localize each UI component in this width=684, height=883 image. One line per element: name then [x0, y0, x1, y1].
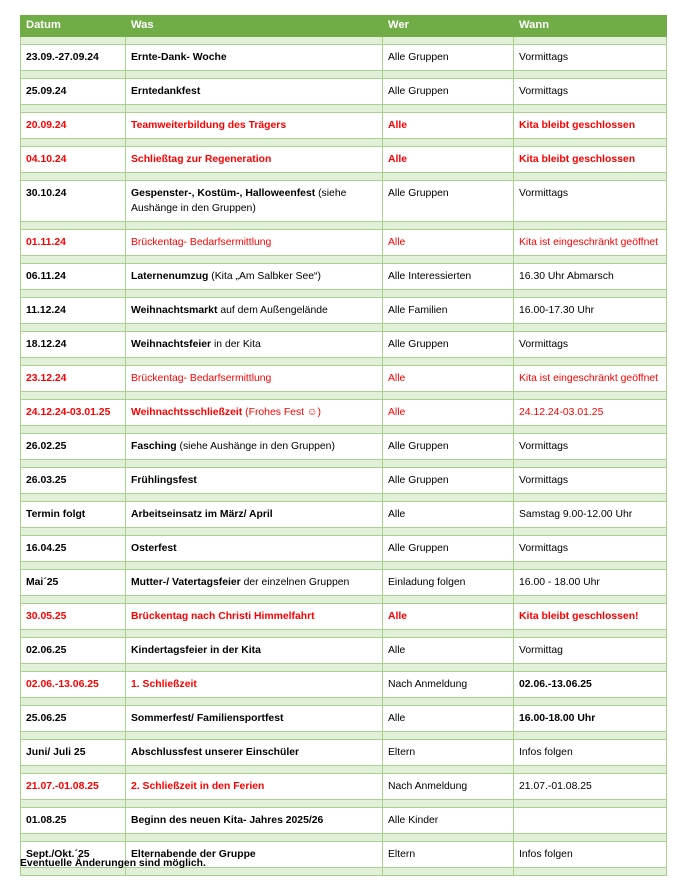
spacer-cell — [514, 324, 667, 332]
table-row — [21, 706, 667, 732]
event-title-bold: Sommerfest/ Familiensportfest — [131, 713, 284, 724]
spacer-cell — [126, 256, 383, 264]
event-participants: Alle — [383, 706, 514, 732]
spacer-cell — [126, 139, 383, 147]
event-title — [126, 638, 383, 664]
event-participants: Alle — [383, 604, 514, 630]
header-date: Datum — [21, 16, 126, 37]
spacer-cell — [383, 528, 514, 536]
table-row — [21, 45, 667, 71]
spacer-cell — [126, 426, 383, 434]
table-row — [21, 502, 667, 528]
spacer-cell — [514, 460, 667, 468]
spacer-cell — [21, 105, 126, 113]
event-title-bold: Arbeitseinsatz im März/ April — [131, 509, 273, 520]
event-participants: Eltern — [383, 740, 514, 766]
spacer-cell — [126, 37, 383, 45]
spacer-cell — [514, 173, 667, 181]
header-what: Was — [126, 16, 383, 37]
spacer-cell — [514, 800, 667, 808]
event-time: Vormittags — [514, 536, 667, 562]
spacer-row — [21, 732, 667, 740]
event-title — [126, 45, 383, 71]
event-title-detail: in der Kita — [211, 339, 261, 350]
spacer-cell — [383, 37, 514, 45]
spacer-cell — [126, 71, 383, 79]
spacer-cell — [514, 494, 667, 502]
event-date: 04.10.24 — [21, 147, 126, 173]
table-row — [21, 181, 667, 222]
events-table — [20, 15, 667, 876]
spacer-cell — [514, 358, 667, 366]
event-time: 16.30 Uhr Abmarsch — [514, 264, 667, 290]
event-title-bold: Laternenumzug — [131, 271, 209, 282]
spacer-row — [21, 256, 667, 264]
event-participants: Alle Gruppen — [383, 468, 514, 494]
event-participants: Alle — [383, 366, 514, 392]
spacer-cell — [21, 256, 126, 264]
spacer-cell — [126, 698, 383, 706]
spacer-cell — [383, 105, 514, 113]
spacer-cell — [126, 630, 383, 638]
event-time: Vormittags — [514, 434, 667, 460]
event-title — [126, 468, 383, 494]
event-date: Sept./Okt.´25 — [21, 842, 126, 868]
event-time — [514, 808, 667, 834]
spacer-row — [21, 562, 667, 570]
spacer-cell — [21, 358, 126, 366]
spacer-cell — [21, 698, 126, 706]
event-time: Samstag 9.00-12.00 Uhr — [514, 502, 667, 528]
spacer-cell — [126, 222, 383, 230]
spacer-cell — [514, 222, 667, 230]
event-title-bold: Kindertagsfeier in der Kita — [131, 645, 261, 656]
spacer-cell — [383, 664, 514, 672]
spacer-cell — [126, 732, 383, 740]
event-participants: Eltern — [383, 842, 514, 868]
event-date: Juni/ Juli 25 — [21, 740, 126, 766]
spacer-cell — [383, 562, 514, 570]
table-row — [21, 536, 667, 562]
spacer-cell — [383, 732, 514, 740]
spacer-row — [21, 37, 667, 45]
spacer-cell — [126, 290, 383, 298]
event-participants: Alle Gruppen — [383, 79, 514, 105]
event-title — [126, 808, 383, 834]
event-participants: Alle — [383, 230, 514, 256]
spacer-row — [21, 71, 667, 79]
spacer-cell — [126, 766, 383, 774]
header-when: Wann — [514, 16, 667, 37]
spacer-row — [21, 494, 667, 502]
event-participants: Alle Kinder — [383, 808, 514, 834]
event-participants: Alle Gruppen — [383, 181, 514, 222]
spacer-cell — [126, 494, 383, 502]
spacer-row — [21, 698, 667, 706]
event-title-detail: Brückentag- Bedarfsermittlung — [131, 373, 272, 384]
table-row — [21, 230, 667, 256]
spacer-cell — [126, 528, 383, 536]
spacer-cell — [383, 834, 514, 842]
spacer-cell — [21, 800, 126, 808]
event-title-bold: Brückentag nach Christi Himmelfahrt — [131, 611, 315, 622]
event-date: Termin folgt — [21, 502, 126, 528]
spacer-cell — [383, 139, 514, 147]
event-time: Vormittags — [514, 79, 667, 105]
table-row — [21, 79, 667, 105]
event-title-detail: (siehe Aushänge in den Gruppen) — [131, 188, 347, 214]
spacer-cell — [383, 630, 514, 638]
spacer-cell — [21, 732, 126, 740]
spacer-cell — [21, 139, 126, 147]
event-date: 30.10.24 — [21, 181, 126, 222]
spacer-row — [21, 664, 667, 672]
spacer-cell — [126, 105, 383, 113]
event-title-bold: Weihnachtsfeier — [131, 339, 212, 350]
event-title — [126, 147, 383, 173]
event-time: Vormittags — [514, 468, 667, 494]
spacer-cell — [126, 834, 383, 842]
spacer-row — [21, 800, 667, 808]
event-title-bold: Weihnachtsmarkt — [131, 305, 218, 316]
spacer-cell — [514, 766, 667, 774]
spacer-cell — [126, 358, 383, 366]
event-time: 16.00-18.00 Uhr — [514, 706, 667, 732]
event-time: 24.12.24-03.01.25 — [514, 400, 667, 426]
event-date: 18.12.24 — [21, 332, 126, 358]
event-calendar — [20, 15, 666, 876]
event-title — [126, 604, 383, 630]
spacer-cell — [383, 868, 514, 876]
event-title-bold: 2. Schließzeit in den Ferien — [131, 781, 265, 792]
event-participants: Alle Gruppen — [383, 332, 514, 358]
event-date: 06.11.24 — [21, 264, 126, 290]
event-time: 21.07.-01.08.25 — [514, 774, 667, 800]
event-participants: Alle Gruppen — [383, 536, 514, 562]
event-time: Kita ist eingeschränkt geöffnet — [514, 366, 667, 392]
spacer-cell — [126, 324, 383, 332]
spacer-cell — [514, 528, 667, 536]
table-row — [21, 672, 667, 698]
spacer-cell — [383, 290, 514, 298]
event-title-bold: Frühlingsfest — [131, 475, 197, 486]
event-date: 25.06.25 — [21, 706, 126, 732]
spacer-cell — [514, 596, 667, 604]
event-time: Vormittag — [514, 638, 667, 664]
spacer-cell — [383, 222, 514, 230]
spacer-cell — [383, 324, 514, 332]
event-title — [126, 502, 383, 528]
event-title — [126, 332, 383, 358]
spacer-row — [21, 290, 667, 298]
event-time: Infos folgen — [514, 740, 667, 766]
spacer-cell — [21, 426, 126, 434]
event-participants: Alle Gruppen — [383, 434, 514, 460]
event-title-bold: Teamweiterbildung des Trägers — [131, 120, 287, 131]
spacer-cell — [383, 256, 514, 264]
event-title-detail: Brückentag- Bedarfsermittlung — [131, 237, 272, 248]
event-title — [126, 672, 383, 698]
spacer-cell — [383, 173, 514, 181]
table-row — [21, 434, 667, 460]
spacer-cell — [514, 562, 667, 570]
header-who: Wer — [383, 16, 514, 37]
event-title-detail: (Kita „Am Salbker See“) — [208, 271, 321, 282]
event-title — [126, 298, 383, 324]
event-title — [126, 113, 383, 139]
spacer-cell — [383, 460, 514, 468]
event-title-bold: Gespenster-, Kostüm-, Halloweenfest — [131, 188, 316, 199]
table-header — [21, 16, 667, 37]
spacer-cell — [126, 596, 383, 604]
event-date: 30.05.25 — [21, 604, 126, 630]
event-title-bold: Elternabende der Gruppe — [131, 849, 256, 860]
spacer-cell — [514, 105, 667, 113]
event-title — [126, 400, 383, 426]
event-title-detail: (siehe Aushänge in den Gruppen) — [176, 441, 335, 452]
event-title-bold: 1. Schließzeit — [131, 679, 197, 690]
event-title — [126, 774, 383, 800]
spacer-cell — [383, 392, 514, 400]
event-time: Kita ist eingeschränkt geöffnet — [514, 230, 667, 256]
event-time: Vormittags — [514, 45, 667, 71]
event-title-bold: Erntedankfest — [131, 86, 201, 97]
event-title-bold: Fasching — [131, 441, 177, 452]
event-participants: Nach Anmeldung — [383, 774, 514, 800]
spacer-cell — [514, 37, 667, 45]
event-title — [126, 570, 383, 596]
spacer-cell — [126, 460, 383, 468]
table-row — [21, 604, 667, 630]
table-row — [21, 638, 667, 664]
spacer-cell — [383, 766, 514, 774]
spacer-cell — [126, 800, 383, 808]
event-title-detail: (Frohes Fest ☺) — [242, 407, 321, 418]
spacer-cell — [126, 392, 383, 400]
spacer-cell — [514, 139, 667, 147]
event-title — [126, 434, 383, 460]
event-date: 16.04.25 — [21, 536, 126, 562]
event-date: 24.12.24-03.01.25 — [21, 400, 126, 426]
spacer-row — [21, 222, 667, 230]
table-row — [21, 332, 667, 358]
table-row — [21, 298, 667, 324]
event-participants: Alle — [383, 147, 514, 173]
spacer-row — [21, 173, 667, 181]
event-date: Mai´25 — [21, 570, 126, 596]
spacer-cell — [21, 596, 126, 604]
event-date: 23.12.24 — [21, 366, 126, 392]
spacer-row — [21, 426, 667, 434]
spacer-cell — [21, 222, 126, 230]
event-participants: Nach Anmeldung — [383, 672, 514, 698]
spacer-cell — [514, 290, 667, 298]
event-time: Kita bleibt geschlossen! — [514, 604, 667, 630]
spacer-cell — [383, 596, 514, 604]
event-time: Kita bleibt geschlossen — [514, 147, 667, 173]
event-title-bold: Beginn des neuen Kita- Jahres 2025/26 — [131, 815, 324, 826]
spacer-cell — [514, 732, 667, 740]
spacer-cell — [514, 392, 667, 400]
spacer-row — [21, 392, 667, 400]
event-title — [126, 264, 383, 290]
table-row — [21, 113, 667, 139]
spacer-cell — [514, 698, 667, 706]
event-date: 02.06.-13.06.25 — [21, 672, 126, 698]
spacer-cell — [21, 834, 126, 842]
table-row — [21, 366, 667, 392]
footnote: Eventuelle Änderungen sind möglich. — [20, 858, 206, 869]
event-title-bold: Abschlussfest unserer Einschüler — [131, 747, 300, 758]
event-title-bold: Schließtag zur Regeneration — [131, 154, 272, 165]
event-participants: Alle — [383, 400, 514, 426]
event-participants: Alle — [383, 113, 514, 139]
event-participants: Alle Interessierten — [383, 264, 514, 290]
event-title-detail: der einzelnen Gruppen — [240, 577, 350, 588]
table-row — [21, 570, 667, 596]
spacer-cell — [21, 766, 126, 774]
spacer-cell — [21, 664, 126, 672]
spacer-row — [21, 139, 667, 147]
event-participants: Alle — [383, 502, 514, 528]
event-title — [126, 181, 383, 222]
event-title — [126, 740, 383, 766]
event-title-bold: Mutter-/ Vatertagsfeier — [131, 577, 241, 588]
event-title-bold: Weihnachtsschließzeit — [131, 407, 243, 418]
spacer-cell — [126, 173, 383, 181]
event-title — [126, 706, 383, 732]
table-row — [21, 774, 667, 800]
event-date: 25.09.24 — [21, 79, 126, 105]
event-title-bold: Ernte-Dank- Woche — [131, 52, 227, 63]
spacer-cell — [383, 426, 514, 434]
table-row — [21, 264, 667, 290]
spacer-row — [21, 766, 667, 774]
spacer-cell — [21, 290, 126, 298]
spacer-cell — [514, 426, 667, 434]
spacer-cell — [21, 324, 126, 332]
spacer-cell — [21, 173, 126, 181]
spacer-cell — [514, 630, 667, 638]
spacer-cell — [383, 494, 514, 502]
event-time: 16.00-17.30 Uhr — [514, 298, 667, 324]
event-title — [126, 536, 383, 562]
event-date: 20.09.24 — [21, 113, 126, 139]
spacer-row — [21, 324, 667, 332]
spacer-row — [21, 596, 667, 604]
spacer-cell — [514, 868, 667, 876]
event-date: 02.06.25 — [21, 638, 126, 664]
event-date: 01.08.25 — [21, 808, 126, 834]
event-participants: Alle — [383, 638, 514, 664]
spacer-cell — [383, 698, 514, 706]
table-row — [21, 147, 667, 173]
spacer-cell — [21, 494, 126, 502]
event-date: 23.09.-27.09.24 — [21, 45, 126, 71]
event-participants: Alle Gruppen — [383, 45, 514, 71]
event-title — [126, 366, 383, 392]
spacer-cell — [126, 562, 383, 570]
table-row — [21, 468, 667, 494]
spacer-cell — [21, 71, 126, 79]
spacer-cell — [21, 528, 126, 536]
spacer-cell — [514, 256, 667, 264]
event-participants: Alle Familien — [383, 298, 514, 324]
spacer-row — [21, 105, 667, 113]
spacer-cell — [21, 392, 126, 400]
spacer-row — [21, 528, 667, 536]
event-date: 26.02.25 — [21, 434, 126, 460]
event-time: Vormittags — [514, 332, 667, 358]
table-row — [21, 400, 667, 426]
spacer-cell — [383, 800, 514, 808]
spacer-cell — [383, 358, 514, 366]
spacer-cell — [383, 71, 514, 79]
event-participants: Einladung folgen — [383, 570, 514, 596]
spacer-row — [21, 834, 667, 842]
spacer-row — [21, 630, 667, 638]
event-date: 26.03.25 — [21, 468, 126, 494]
event-time: Vormittags — [514, 181, 667, 222]
spacer-cell — [21, 37, 126, 45]
event-title — [126, 230, 383, 256]
spacer-row — [21, 460, 667, 468]
event-title-bold: Osterfest — [131, 543, 177, 554]
event-time: 02.06.-13.06.25 — [514, 672, 667, 698]
event-title — [126, 79, 383, 105]
table-row — [21, 808, 667, 834]
event-time: Infos folgen — [514, 842, 667, 868]
event-time: 16.00 - 18.00 Uhr — [514, 570, 667, 596]
table-row — [21, 740, 667, 766]
event-date: 21.07.-01.08.25 — [21, 774, 126, 800]
spacer-row — [21, 358, 667, 366]
spacer-cell — [21, 460, 126, 468]
spacer-cell — [514, 71, 667, 79]
spacer-cell — [514, 664, 667, 672]
spacer-cell — [21, 562, 126, 570]
event-date: 11.12.24 — [21, 298, 126, 324]
spacer-cell — [21, 630, 126, 638]
spacer-cell — [514, 834, 667, 842]
event-time: Kita bleibt geschlossen — [514, 113, 667, 139]
spacer-cell — [126, 664, 383, 672]
event-date: 01.11.24 — [21, 230, 126, 256]
event-title-detail: auf dem Außengelände — [217, 305, 328, 316]
